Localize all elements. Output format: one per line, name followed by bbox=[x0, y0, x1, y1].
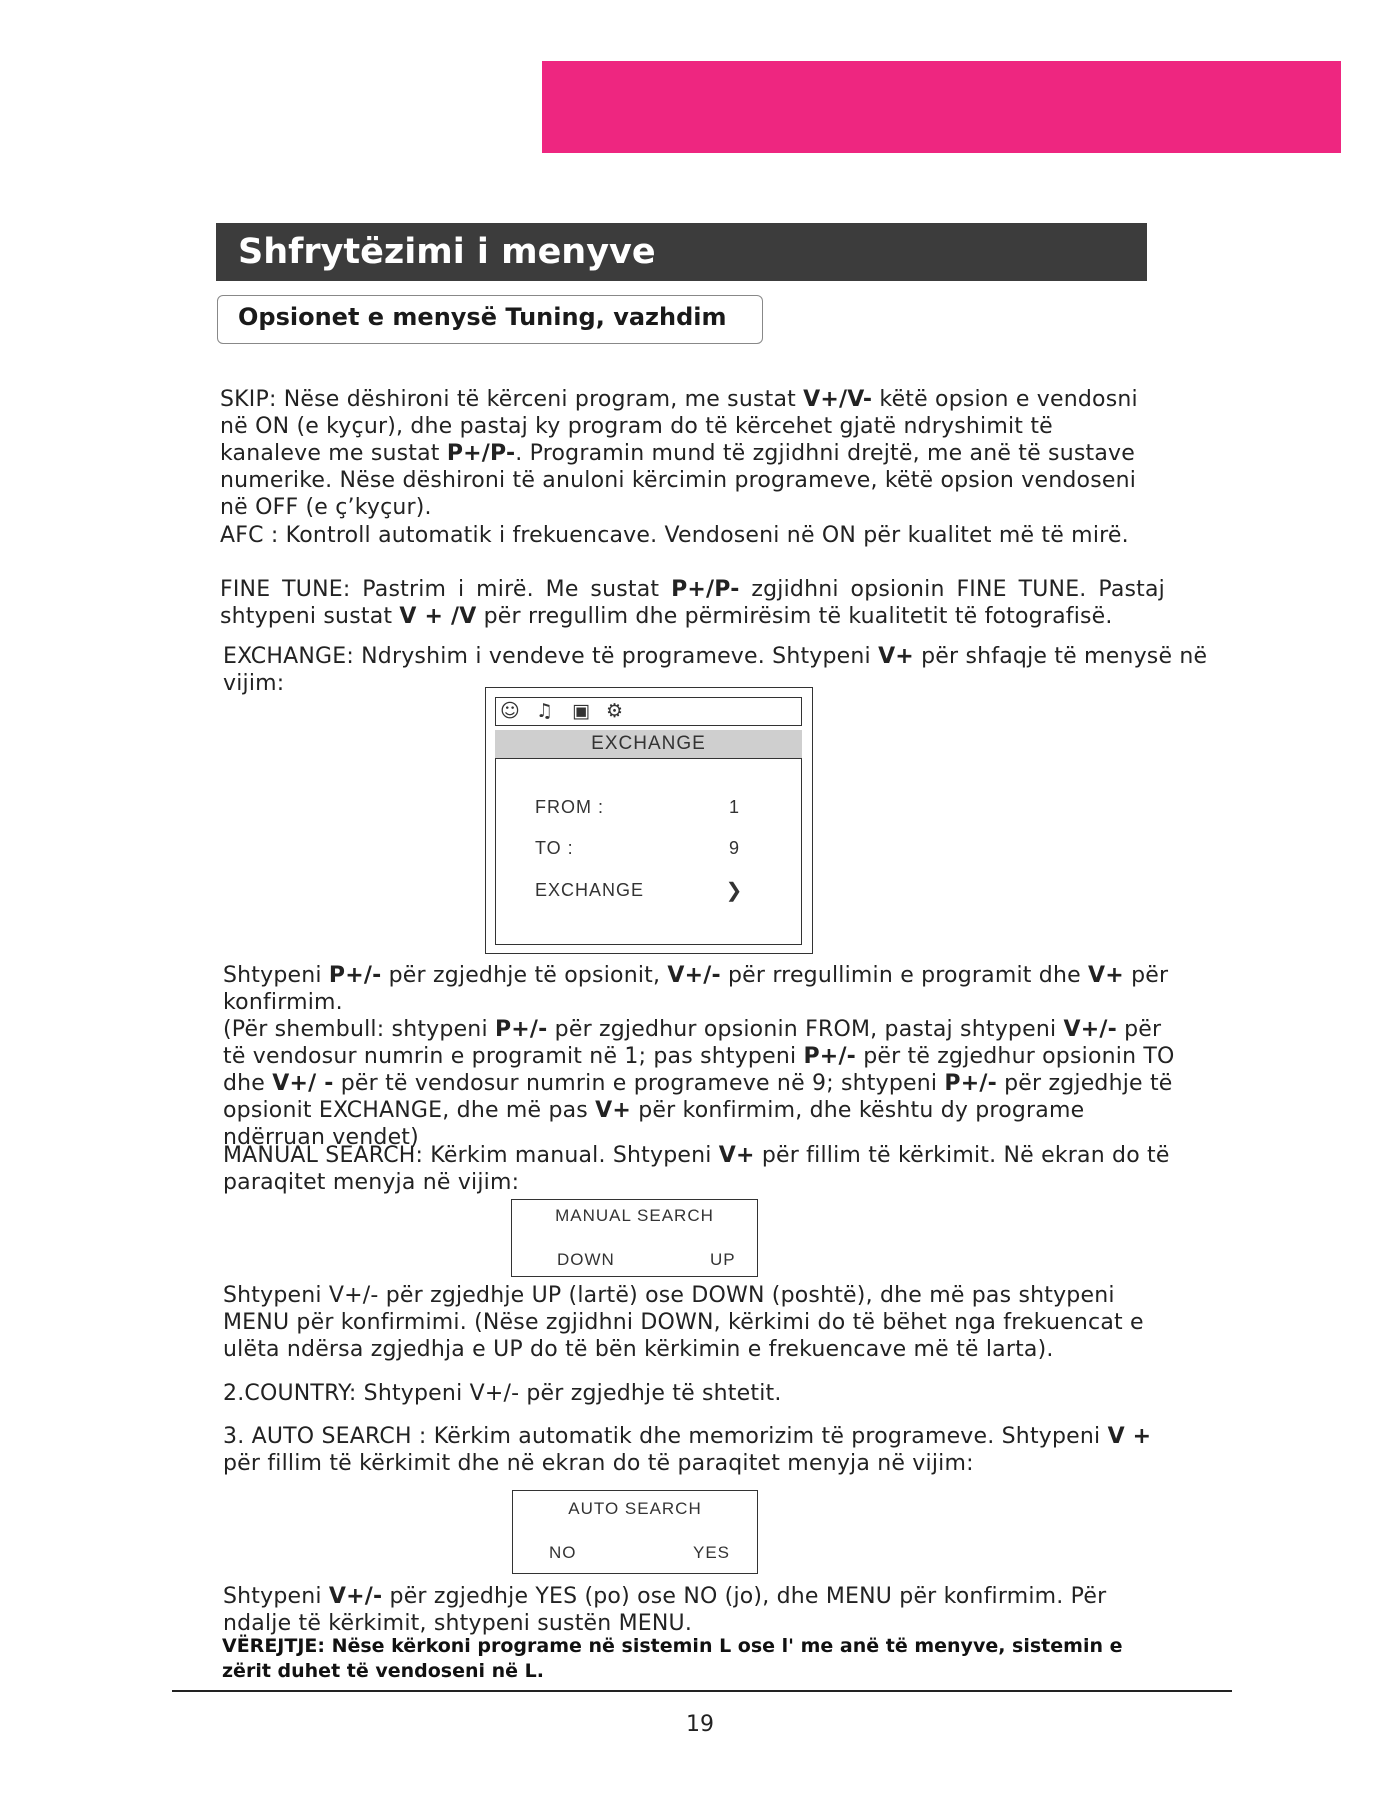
chevron-right-icon: ❯ bbox=[725, 880, 743, 902]
auto-search-menu-figure bbox=[512, 1490, 758, 1574]
auto-search-title: AUTO SEARCH bbox=[568, 1499, 702, 1518]
manual-search-title: MANUAL SEARCH bbox=[555, 1206, 714, 1225]
fine-tune-paragraph: FINE TUNE: Pastrim i mirë. Me sustat P+/P- zgjidhni opsionin FINE TUNE. Pastaj shtypeni sustat V + /V për rregullim dhe përmirësim të kualitetit të fotografisë. bbox=[220, 577, 1165, 629]
up-option: UP bbox=[710, 1250, 736, 1269]
exchange-instructions: Shtypeni P+/- për zgjedhje të opsionit, V+/- për rregullimin e programit dhe V+ për konfirmim. (Për shembull: shtypeni P+/- për zgjedhur opsionin FROM, pastaj shtypeni V+/- për të vendosur numrin e programit në 1; pas shtypeni P+/- për të zgjedhur opsionin TO dhe V+/ - për të vendosur numrin e programeve në 9; shtypeni P+/- për zgjedhje të opsionit EXCHANGE, dhe më pas V+ për konfirmim, dhe kështu dy programe ndërruan vendet) bbox=[223, 963, 1175, 1150]
exchange-menu-figure bbox=[485, 687, 813, 954]
exchange-menu-body bbox=[495, 758, 802, 945]
manual-search-instructions: Shtypeni V+/- për zgjedhje UP (lartë) ose DOWN (poshtë), dhe më pas shtypeni MENU për konfirmimi. (Nëse zgjidhni DOWN, kërkimi do të bëhet nga frekuencat e ulëta ndërsa zgjedhja e UP do të bën kërkimin e frekuencave më të larta). bbox=[223, 1283, 1144, 1362]
header-accent-band bbox=[542, 61, 1341, 153]
picture-icon: ☺ bbox=[500, 700, 520, 722]
menu-icon-bar bbox=[495, 697, 802, 726]
auto-search-instructions: Shtypeni V+/- për zgjedhje YES (po) ose NO (jo), dhe MENU për konfirmim. Për ndalje të kërkimit, shtypeni sustën MENU. bbox=[223, 1584, 1107, 1636]
page-number: 19 bbox=[686, 1712, 714, 1737]
from-value: 1 bbox=[728, 797, 739, 817]
warning-note: VËREJTJE: Nëse kërkoni programe në sistemin L ose l' me anë të menyve, sistemin e zërit duhet të vendoseni në L. bbox=[222, 1635, 1123, 1682]
manual-search-menu-figure bbox=[511, 1199, 758, 1277]
sound-icon: ♫ bbox=[536, 700, 554, 722]
page-title: Shfrytëzimi i menyve bbox=[216, 223, 1147, 281]
country-paragraph: 2.COUNTRY: Shtypeni V+/- për zgjedhje të shtetit. bbox=[223, 1381, 782, 1406]
to-label: TO : bbox=[535, 838, 574, 858]
skip-paragraph: SKIP: Nëse dëshironi të kërceni program, me sustat V+/V- këtë opsion e vendosni në ON (e kyçur), dhe pastaj ky program do të kërcehet gjatë ndryshimit të kanaleve me sustat P+/P-. Programin mund të zgjidhni drejtë, me anë të sustave numerike. Nëse dëshironi të anuloni kërcimin programeve, këtë opsion vendoseni në OFF (e ç’kyçur). bbox=[220, 387, 1138, 520]
function-icon: ⚙ bbox=[606, 700, 624, 722]
auto-search-paragraph: 3. AUTO SEARCH : Kërkim automatik dhe memorizim të programeve. Shtypeni V + për fillim të kërkimit dhe në ekran do të paraqitet menyja në vijim: bbox=[223, 1424, 1152, 1476]
footer-divider bbox=[172, 1690, 1232, 1692]
manual-search-paragraph: MANUAL SEARCH: Kërkim manual. Shtypeni V+ për fillim të kërkimit. Në ekran do të paraqitet menyja në vijim: bbox=[223, 1143, 1170, 1195]
down-option: DOWN bbox=[557, 1250, 615, 1269]
from-label: FROM : bbox=[535, 797, 604, 817]
to-value: 9 bbox=[728, 838, 739, 858]
no-option: NO bbox=[549, 1543, 577, 1562]
yes-option: YES bbox=[693, 1543, 731, 1562]
tuning-icon: ▣ bbox=[572, 700, 590, 722]
exchange-paragraph: EXCHANGE: Ndryshim i vendeve të programeve. Shtypeni V+ për shfaqje të menysë në vijim: bbox=[223, 644, 1208, 696]
exchange-option-label: EXCHANGE bbox=[535, 880, 645, 900]
exchange-menu-title: EXCHANGE bbox=[495, 730, 802, 758]
section-subtitle: Opsionet e menysë Tuning, vazhdim bbox=[217, 295, 763, 344]
afc-paragraph: AFC : Kontroll automatik i frekuencave. Vendoseni në ON për kualitet më të mirë. bbox=[220, 523, 1129, 548]
